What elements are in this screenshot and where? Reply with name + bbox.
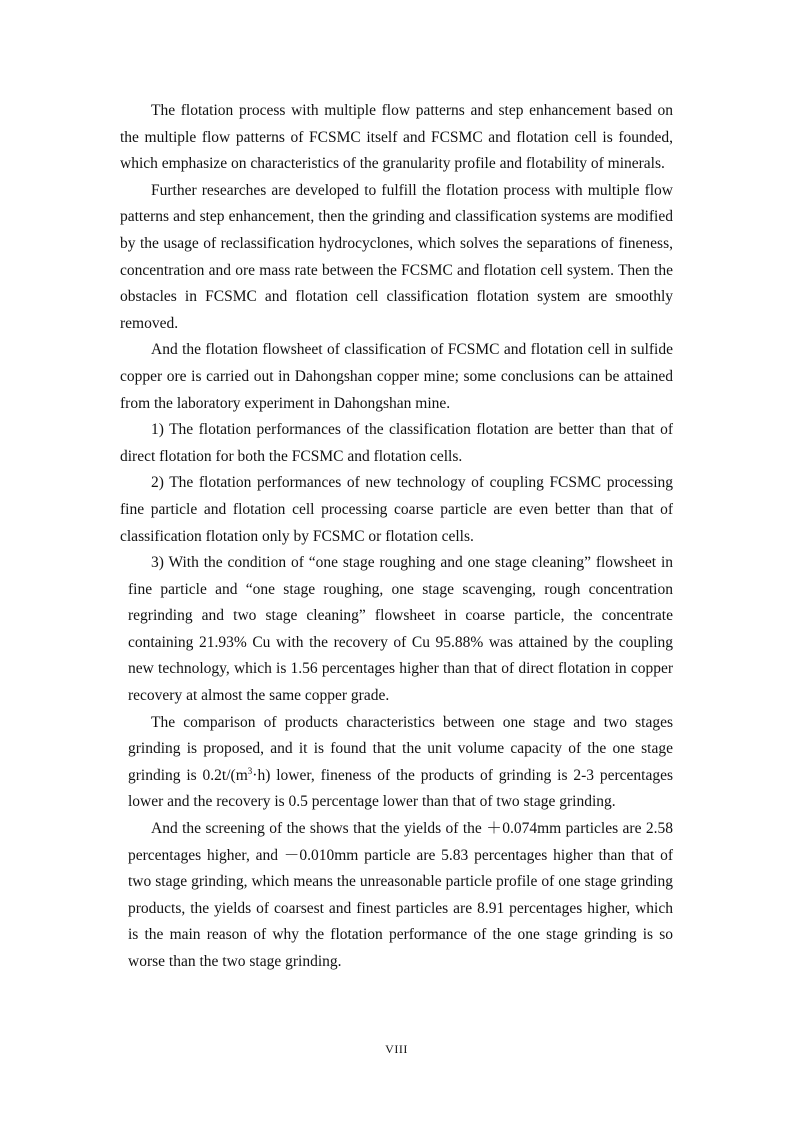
paragraph-further-research: Further researches are developed to fulfill the flotation process with multiple flow patterns and step enhancement, then the grinding and classification systems are modified by the usage of reclassification hydrocyclones, which solves the separations of fineness, concentration and ore mass rate between the FCSMC and flotation cell system. Then the obstacles in FCSMC and flotation cell classification flotation system are smoothly removed. <box>120 181 673 332</box>
page-number: VIII <box>385 1042 408 1056</box>
paragraph-grinding-comparison <box>120 710 673 816</box>
superscript-exponent: 3 <box>247 765 253 776</box>
paragraph-dahongshan-flowsheet: And the flotation flowsheet of classification of FCSMC and flotation cell in sulfide copper ore is carried out in Dahongshan copper mine; some conclusions can be attained from the laboratory experiment in Dahongshan mine. <box>120 341 673 412</box>
grinding-comparison-text-after: ·h) lower, fineness of the products of grinding is 2-3 percentages lower and the recovery is 0.5 percentage lower than that of two stage grinding. <box>128 766 673 811</box>
paragraph-flow-patterns: The flotation process with multiple flow patterns and step enhancement based on the multiple flow patterns of FCSMC itself and FCSMC and flotation cell is founded, which emphasize on characteristics of the granularity profile and flotability of minerals. <box>120 102 673 173</box>
conclusion-item-3: 3) With the condition of “one stage roughing and one stage cleaning” flowsheet in fine particle and “one stage roughing, one stage scavenging, rough concentration regrinding and two stage cleaning” flowsheet in coarse particle, the concentrate containing 21.93% Cu with the recovery of Cu 95.88% was attained by the coupling new technology, which is 1.56 percentages higher than that of direct flotation in copper recovery at almost the same copper grade. <box>128 554 673 705</box>
conclusion-item-1: 1) The flotation performances of the classification flotation are better than that of direct flotation for both the FCSMC and flotation cells. <box>120 421 673 465</box>
grinding-comparison-text-before: The comparison of products characteristics between one stage and two stages grinding is proposed, and it is found that the unit volume capacity of the one stage grinding is 0.2t/(m <box>128 713 673 784</box>
paragraph-screening: And the screening of the shows that the yields of the ＋0.074mm particles are 2.58 percentages higher, and －0.010mm particle are 5.83 percentages higher than that of two stage grinding, which means the unreasonable particle profile of one stage grinding products, the yields of coarsest and finest particles are 8.91 percentages higher, which is the main reason of why the flotation performance of the one stage grinding is so worse than the two stage grinding. <box>128 820 673 970</box>
body-text <box>120 98 673 976</box>
conclusion-item-2: 2) The flotation performances of new technology of coupling FCSMC processing fine particle and flotation cell processing coarse particle are even better than that of classification flotation only by FCSMC or flotation cells. <box>120 474 673 545</box>
